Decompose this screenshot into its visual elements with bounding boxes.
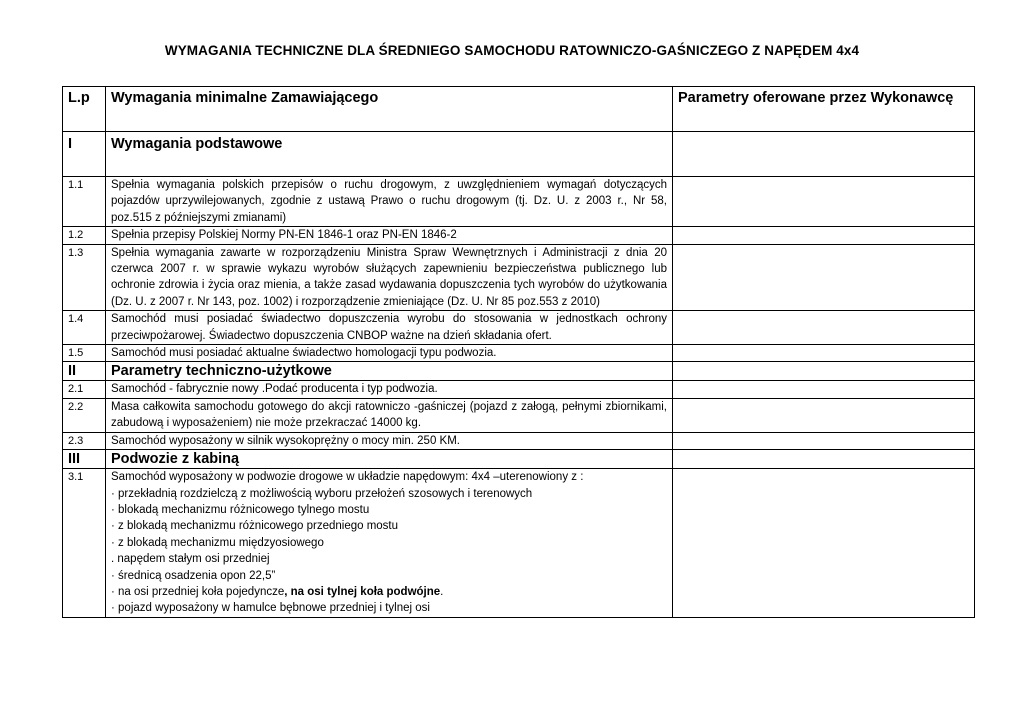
offer-cell bbox=[673, 244, 975, 311]
section-number: I bbox=[63, 132, 106, 177]
table-row bbox=[63, 432, 975, 449]
offer-cell bbox=[673, 432, 975, 449]
list-item: · blokadą mechanizmu różnicowego tylnego mostu bbox=[111, 503, 370, 516]
list-item-wheels bbox=[111, 584, 667, 600]
row-number: 1.5 bbox=[63, 345, 106, 362]
offer-cell bbox=[673, 469, 975, 618]
row-requirement: Spełnia przepisy Polskiej Normy PN-EN 1846-1 oraz PN-EN 1846-2 bbox=[106, 227, 673, 244]
chassis-intro: Samochód wyposażony w podwozie drogowe w układzie napędowym: 4x4 –uterenowiony z : bbox=[111, 471, 584, 484]
table-row bbox=[63, 227, 975, 244]
row-number: 1.2 bbox=[63, 227, 106, 244]
document-title: WYMAGANIA TECHNICZNE DLA ŚREDNIEGO SAMOCHODU RATOWNICZO-GAŚNICZEGO Z NAPĘDEM 4x4 bbox=[164, 43, 860, 58]
header-offered-parameters: Parametry oferowane przez Wykonawcę bbox=[673, 87, 975, 132]
offer-cell bbox=[673, 345, 975, 362]
section-label: Wymagania podstawowe bbox=[106, 132, 673, 177]
section-number: II bbox=[63, 362, 106, 381]
offer-cell bbox=[673, 362, 975, 381]
offer-cell bbox=[673, 227, 975, 244]
row-requirement: Spełnia wymagania zawarte w rozporządzeniu Ministra Spraw Wewnętrznych i Administracji z dnia 20 czerwca 2007 r. w sprawie wykazu wyrobów służących zapewnieniu bezpieczeństwa publicznego lub ochronie zdrowia i życia oraz mienia, a także zasad wydawania dopuszczenia tych wyrobów do użytkowania (Dz. U. z 2007 r. Nr 143, poz. 1002) i rozporządzenie zmieniające (Dz. U. Nr 85 poz.553 z 2010) bbox=[106, 244, 673, 311]
row-requirement: Samochód musi posiadać aktualne świadectwo homologacji typu podwozia. bbox=[106, 345, 673, 362]
section-row-basic bbox=[63, 132, 975, 177]
list-item: · średnicą osadzenia opon 22,5” bbox=[111, 569, 276, 582]
table-row bbox=[63, 244, 975, 311]
row-number: 3.1 bbox=[63, 469, 106, 618]
offer-cell bbox=[673, 398, 975, 432]
row-number: 1.1 bbox=[63, 177, 106, 227]
row-requirement: Spełnia wymagania polskich przepisów o ruchu drogowym, z uwzględnieniem wymagań dotyczących pojazdów uprzywilejowanych, zgodnie z ustawą Prawo o ruchu drogowym (tj. Dz. U. z 2003 r., Nr 58, poz.515 z późniejszymi zmianami) bbox=[106, 177, 673, 227]
list-item: · z blokadą mechanizmu różnicowego przedniego mostu bbox=[111, 520, 399, 533]
section-label: Parametry techniczno-użytkowe bbox=[106, 362, 673, 381]
offer-cell bbox=[673, 450, 975, 469]
requirements-table bbox=[62, 86, 975, 618]
list-item: . napędem stałym osi przedniej bbox=[111, 553, 270, 566]
row-requirement: Masa całkowita samochodu gotowego do akcji ratowniczo -gaśniczej (pojazd z załogą, pełnymi zbiornikami, zabudową i wyposażeniem) nie może przekraczać 14000 kg. bbox=[106, 398, 673, 432]
table-row bbox=[63, 311, 975, 345]
offer-cell bbox=[673, 177, 975, 227]
row-requirement: Samochód - fabrycznie nowy .Podać producenta i typ podwozia. bbox=[106, 381, 673, 398]
section-row-technical bbox=[63, 362, 975, 381]
offer-cell bbox=[673, 381, 975, 398]
wheels-front-text: · na osi przedniej koła pojedyncze bbox=[111, 585, 285, 598]
row-number: 2.2 bbox=[63, 398, 106, 432]
table-row bbox=[63, 469, 975, 618]
list-item: · z blokadą mechanizmu międzyosiowego bbox=[111, 536, 324, 549]
wheels-rear-text: , na osi tylnej koła podwójne bbox=[284, 585, 441, 598]
header-requirements: Wymagania minimalne Zamawiającego bbox=[106, 87, 673, 132]
section-label: Podwozie z kabiną bbox=[106, 450, 673, 469]
table-row bbox=[63, 345, 975, 362]
row-number: 1.3 bbox=[63, 244, 106, 311]
row-number: 1.4 bbox=[63, 311, 106, 345]
list-item: · przekładnią rozdzielczą z możliwością wyboru przełożeń szosowych i terenowych bbox=[111, 487, 533, 500]
row-requirement: Samochód wyposażony w silnik wysokoprężny o mocy min. 250 KM. bbox=[106, 432, 673, 449]
row-number: 2.3 bbox=[63, 432, 106, 449]
wheels-end-text: . bbox=[440, 585, 444, 598]
chassis-feature-list bbox=[111, 486, 667, 617]
table-row bbox=[63, 177, 975, 227]
table-row bbox=[63, 381, 975, 398]
offer-cell bbox=[673, 132, 975, 177]
row-requirement bbox=[106, 469, 673, 618]
offer-cell bbox=[673, 311, 975, 345]
row-requirement: Samochód musi posiadać świadectwo dopuszczenia wyrobu do stosowania w jednostkach ochrony przeciwpożarowej. Świadectwo dopuszczenia CNBOP ważne na dzień składania ofert. bbox=[106, 311, 673, 345]
section-number: III bbox=[63, 450, 106, 469]
header-lp: L.p bbox=[63, 87, 106, 132]
table-header-row bbox=[63, 87, 975, 132]
section-row-chassis bbox=[63, 450, 975, 469]
row-number: 2.1 bbox=[63, 381, 106, 398]
list-item: · pojazd wyposażony w hamulce bębnowe przedniej i tylnej osi bbox=[111, 602, 430, 615]
table-row bbox=[63, 398, 975, 432]
